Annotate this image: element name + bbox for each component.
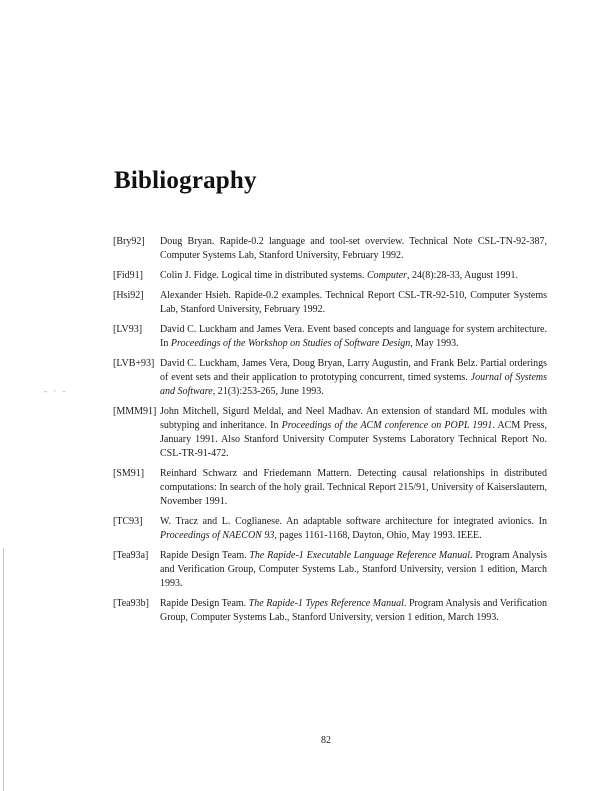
entry-text: Rapide Design Team. — [160, 550, 250, 561]
citation-key: [Hsi92] — [113, 290, 144, 301]
citation-key: [LV93] — [113, 324, 143, 335]
citation-key: [Tea93a] — [113, 550, 149, 561]
bib-entry — [113, 357, 547, 399]
entry-venue: Proceedings of the Workshop on Studies of Software Design — [170, 338, 411, 349]
entry-venue: The Rapide-1 Executable Language Reference Manual — [249, 550, 471, 561]
bib-entry — [113, 549, 547, 591]
citation-key: [TC93] — [113, 516, 143, 527]
bib-entry — [113, 515, 547, 543]
citation-key: [LVB+93] — [113, 358, 155, 369]
citation-key: [MMM91] — [113, 406, 157, 417]
entry-text: , May 1993. — [410, 338, 459, 349]
bib-entry — [113, 597, 547, 625]
page-number: 82 — [321, 735, 331, 746]
bib-entry — [113, 269, 547, 283]
entry-text: , pages 1161-1168, Dayton, Ohio, May 1993. IEEE. — [274, 530, 482, 541]
citation-key: [Bry92] — [113, 236, 145, 247]
citation-key: [SM91] — [113, 468, 145, 479]
scan-edge-line — [3, 548, 4, 791]
bibliography-list — [113, 235, 547, 631]
entry-text: . Program Analysis and Verification Group, Computer Systems Lab., Stanford University, version 1 edition, March 1993. — [160, 598, 547, 623]
entry-venue: Computer — [366, 270, 407, 281]
chapter-title: Bibliography — [114, 167, 257, 194]
entry-venue: Journal of Systems and Software — [160, 372, 547, 397]
entry-text: W. Tracz and L. Coglianese. An adaptable software architecture for integrated avionics. In — [160, 516, 547, 527]
bib-entry — [113, 323, 547, 351]
entry-text: Doug Bryan. Rapide-0.2 language and tool-set overview. Technical Note CSL-TN-92-387, Computer Systems Lab, Stanford University, February 1992. — [160, 236, 547, 261]
entry-text: Colin J. Fidge. Logical time in distributed systems. — [160, 270, 367, 281]
entry-text: . ACM Press, January 1991. Also Stanford University Computer Systems Laboratory Technical Report No. CSL-TR-91-472. — [160, 420, 547, 459]
entry-venue: Proceedings of NAECON 93 — [160, 530, 275, 541]
entry-venue: The Rapide-1 Types Reference Manual — [248, 598, 404, 609]
entry-text: . Program Analysis and Verification Group, Computer Systems Lab., Stanford University, version 1 edition, March 1993. — [160, 550, 547, 589]
entry-text: Reinhard Schwarz and Friedemann Mattern. Detecting causal relationships in distributed computations: In search of the holy grail. Technical Report 215/91, University of Kaiserslautern, November 1991. — [160, 468, 547, 507]
citation-key: [Tea93b] — [113, 598, 149, 609]
bib-entry — [113, 289, 547, 317]
entry-text: , 24(8):28-33, August 1991. — [406, 270, 519, 281]
bib-entry — [113, 467, 547, 509]
entry-text: John Mitchell, Sigurd Meldal, and Neel Madhav. An extension of standard ML modules with subtyping and inheritance. In — [160, 406, 547, 431]
bib-entry — [113, 405, 547, 461]
citation-key: [Fid91] — [113, 270, 143, 281]
entry-text: Alexander Hsieh. Rapide-0.2 examples. Technical Report CSL-TR-92-510, Computer Systems Lab, Stanford University, February 1992. — [160, 290, 547, 315]
entry-text: David C. Luckham and James Vera. Event based concepts and language for system architecture. In — [160, 324, 547, 349]
entry-text: David C. Luckham, James Vera, Doug Bryan, Larry Augustin, and Frank Belz. Partial orderings of event sets and their application to prototyping concurrent, timed systems. — [160, 358, 547, 383]
entry-text: Rapide Design Team. — [160, 598, 249, 609]
margin-mark: - · - — [44, 386, 68, 396]
entry-venue: Proceedings of the ACM conference on POPL 1991 — [281, 420, 493, 431]
bib-entry — [113, 235, 547, 263]
entry-text: , 21(3):253-265, June 1993. — [212, 386, 324, 397]
